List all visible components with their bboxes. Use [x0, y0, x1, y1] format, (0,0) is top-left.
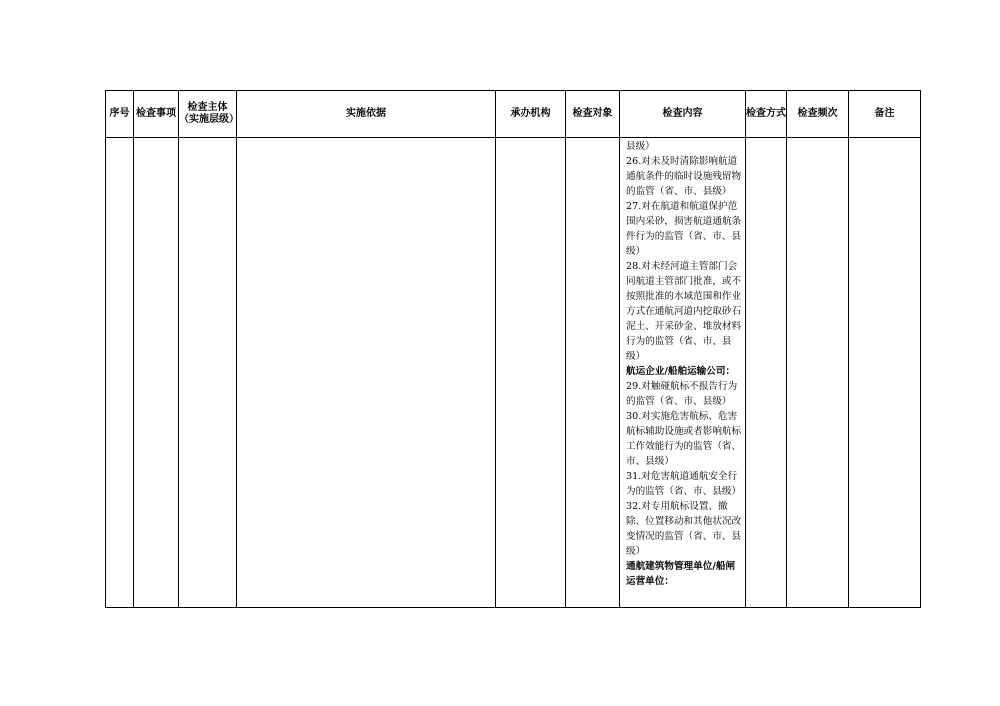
header-item: 检查事项: [134, 91, 179, 138]
content-item: 31.对危害航道通航安全行为的监管（省、市、县级）: [626, 471, 742, 497]
content-heading: 航运企业/船舶运输公司：: [626, 366, 736, 377]
cell-content: [620, 138, 746, 608]
table-row: [106, 138, 921, 608]
header-frequency: 检查频次: [787, 91, 849, 138]
cell-agency: [496, 138, 566, 608]
header-target: 检查对象: [566, 91, 620, 138]
content-item: 32.对专用航标设置、撤除、位置移动和其他状况改变情况的监管（省、市、县级）: [626, 501, 742, 557]
header-agency: 承办机构: [496, 91, 566, 138]
content-item: 26.对未及时清除影响航道通航条件的临时设施残留物的监管（省、市、县级）: [626, 156, 742, 197]
header-subject: 检查主体（实施层级）: [179, 91, 237, 138]
content-item: 29.对触碰航标不报告行为的监管（省、市、县级）: [626, 381, 738, 407]
header-content: 检查内容: [620, 91, 746, 138]
cell-basis: [237, 138, 496, 608]
cell-seq: [106, 138, 134, 608]
header-remarks: 备注: [849, 91, 921, 138]
header-basis: 实施依据: [237, 91, 496, 138]
header-seq: 序号: [106, 91, 134, 138]
content-heading: 通航建筑物管理单位/船闸运营单位：: [626, 561, 736, 587]
content-item: 30.对实施危害航标、危害航标辅助设施或者影响航标工作效能行为的监管（省、市、县级）: [626, 411, 742, 467]
content-item: 28.对未经河道主管部门会同航道主管部门批准，或不按照批准的水域范围和作业方式在通航河道内挖取砂石泥土、开采砂金、堆放材料行为的监管（省、市、县级）: [626, 261, 742, 362]
cell-frequency: [787, 138, 849, 608]
content-item: 县级）: [626, 141, 655, 152]
cell-subject: [179, 138, 237, 608]
cell-item: [134, 138, 179, 608]
inspection-table: [105, 90, 921, 608]
header-method: 检查方式: [746, 91, 787, 138]
content-item: 27.对在航道和航道保护范围内采砂，损害航道通航条件行为的监管（省、市、县级）: [626, 201, 742, 257]
cell-remarks: [849, 138, 921, 608]
cell-target: [566, 138, 620, 608]
header-row: [106, 91, 921, 138]
content-list: [620, 138, 745, 589]
cell-method: [746, 138, 787, 608]
